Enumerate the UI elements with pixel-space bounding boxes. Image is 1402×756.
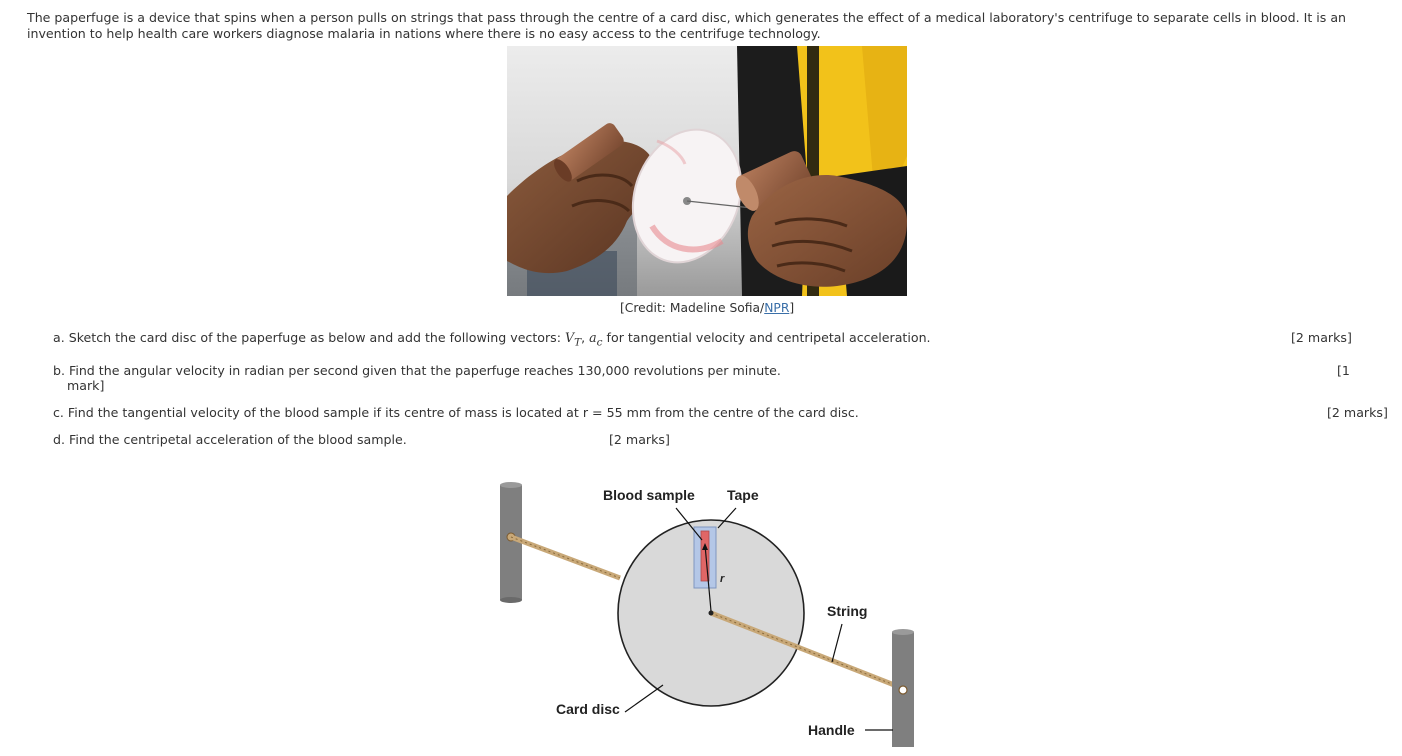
handle-label: Handle [808,722,855,738]
question-a-text-before: a. Sketch the card disc of the paperfuge as below and add the following vectors: [53,330,565,345]
string-label: String [827,603,868,619]
question-c-marks: [2 marks] [1327,405,1388,420]
intro-paragraph: The paperfuge is a device that spins when a person pulls on strings that pass through the centre of a card disc, which generates the effect of a medical laboratory's centrifuge to separate cells in blood. It is an invention to help health care workers diagnose malaria in nations where there is no easy access to the centrifuge technology. [27,10,1347,41]
credit-prefix: [Credit: Madeline Sofia/ [620,301,765,315]
question-b-wrap: mark] [67,378,105,393]
radius-label: r [720,573,725,585]
question-a-text-after: for tangential velocity and centripetal acceleration. [602,330,931,345]
question-a-marks: [2 marks] [1291,330,1352,345]
credit-link-npr[interactable]: NPR [764,301,790,315]
tape-label: Tape [727,487,759,503]
photo-credit [620,301,794,315]
vector-v-subscript: T [574,336,582,349]
question-a [53,330,931,351]
paperfuge-photo [507,46,907,296]
question-d: d. Find the centripetal acceleration of the blood sample. [53,432,407,447]
question-c: c. Find the tangential velocity of the blood sample if its centre of mass is located at r = 55 mm from the centre of the card disc. [53,405,859,420]
vector-v-symbol: V [565,330,575,345]
question-b-marks: [1 [1337,363,1350,378]
question-d-marks: [2 marks] [609,432,670,447]
question-b: b. Find the angular velocity in radian per second given that the paperfuge reaches 130,000 revolutions per minute. [53,363,781,378]
vector-a-subscript: c [596,336,603,349]
card-disc-label: Card disc [556,701,620,717]
paperfuge-diagram [490,470,930,752]
vector-a-symbol: a [589,330,597,345]
right-handle [892,629,914,747]
credit-suffix: ] [789,301,795,315]
string-left [511,537,620,578]
question-a-comma: , [581,330,590,345]
blood-sample-label: Blood sample [603,487,695,503]
